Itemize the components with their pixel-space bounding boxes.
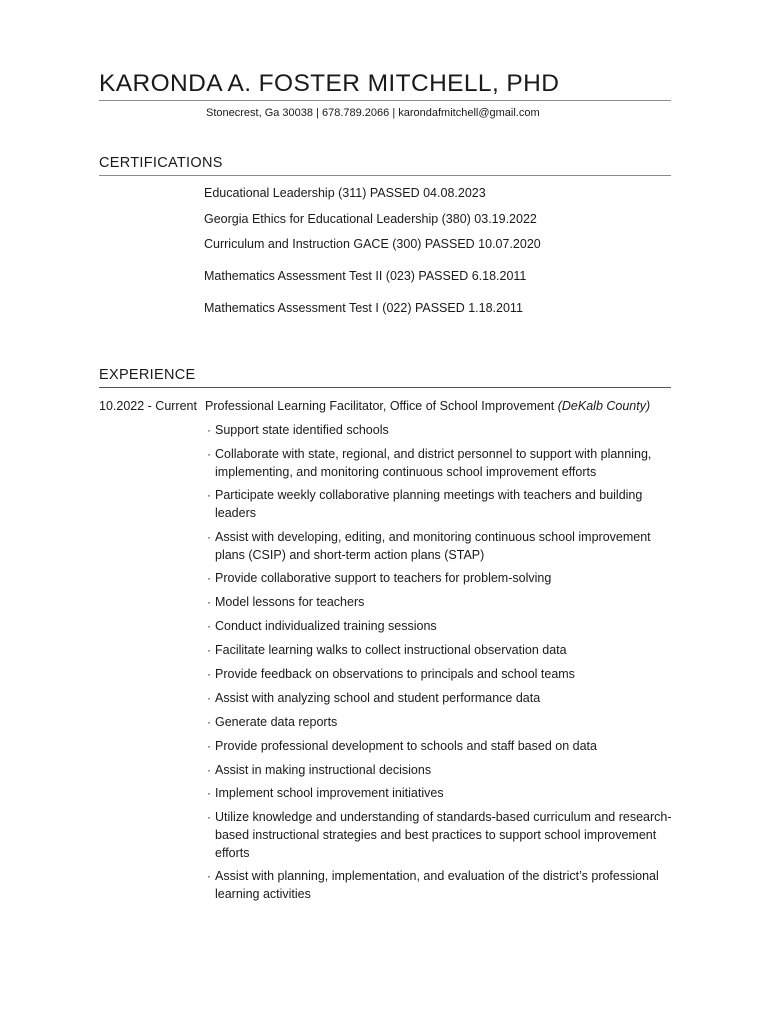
job-bullet: · Implement school improvement initiatives (207, 786, 444, 800)
experience-divider (99, 387, 671, 388)
bullet-marker: · (207, 595, 211, 609)
certification-item: Mathematics Assessment Test I (022) PASSED 1.18.2011 (204, 301, 523, 315)
job-dates: 10.2022 - Current (99, 399, 197, 413)
bullet-marker: · (207, 786, 211, 800)
bullet-marker: · (207, 715, 211, 729)
bullet-marker: · (207, 763, 211, 777)
bullet-marker: · (207, 530, 211, 544)
job-organization: (DeKalb County) (557, 399, 651, 413)
resume-name: KARONDA A. FOSTER MITCHELL, PHD (99, 70, 560, 97)
job-bullet: · Assist in making instructional decisions (207, 763, 432, 777)
job-bullet: · Provide collaborative support to teachers for problem-solving (207, 571, 552, 585)
job-title (205, 399, 650, 413)
bullet-marker: · (207, 667, 211, 681)
certification-item: Mathematics Assessment Test II (023) PASSED 6.18.2011 (204, 269, 527, 283)
certification-item: Educational Leadership (311) PASSED 04.08.2023 (204, 186, 486, 200)
bullet-marker: · (207, 619, 211, 633)
certification-item: Curriculum and Instruction GACE (300) PASSED 10.07.2020 (204, 237, 541, 251)
bullet-marker: · (207, 810, 211, 824)
certification-item: Georgia Ethics for Educational Leadership (380) 03.19.2022 (204, 212, 537, 226)
job-bullet: · Collaborate with state, regional, and district personnel to support with planning, implementing, and monitoring continuous school improvement efforts (207, 447, 652, 479)
job-bullet: · Utilize knowledge and understanding of standards-based curriculum and research-based instructional strategies and best practices to support school improvement efforts (207, 810, 672, 860)
job-bullet: · Generate data reports (207, 715, 338, 729)
job-bullet: · Provide professional development to schools and staff based on data (207, 739, 597, 753)
contact-info: Stonecrest, Ga 30038 | 678.789.2066 | karondafmitchell@gmail.com (206, 107, 540, 119)
bullet-marker: · (207, 447, 211, 461)
bullet-marker: · (207, 691, 211, 705)
job-bullet: · Assist with planning, implementation, and evaluation of the district’s professional learning activities (207, 869, 659, 901)
job-bullet: · Facilitate learning walks to collect instructional observation data (207, 643, 567, 657)
job-bullet: · Participate weekly collaborative planning meetings with teachers and building leaders (207, 488, 643, 520)
bullet-marker: · (207, 488, 211, 502)
bullet-marker: · (207, 423, 211, 437)
certifications-divider (99, 175, 671, 176)
bullet-marker: · (207, 643, 211, 657)
job-bullet: · Conduct individualized training sessions (207, 619, 437, 633)
job-bullet: · Provide feedback on observations to principals and school teams (207, 667, 575, 681)
job-bullet: · Support state identified schools (207, 423, 389, 437)
job-bullet: · Assist with developing, editing, and monitoring continuous school improvement plans (CSIP) and short-term action plans (STAP) (207, 530, 651, 562)
bullet-marker: · (207, 571, 211, 585)
header-divider (99, 100, 671, 101)
job-bullet: · Assist with analyzing school and student performance data (207, 691, 541, 705)
job-bullet: · Model lessons for teachers (207, 595, 365, 609)
job-role: Professional Learning Facilitator, Office of School Improvement (205, 399, 555, 413)
bullet-marker: · (207, 739, 211, 753)
bullet-marker: · (207, 869, 211, 883)
experience-heading: EXPERIENCE (99, 367, 196, 383)
certifications-heading: CERTIFICATIONS (99, 155, 223, 171)
